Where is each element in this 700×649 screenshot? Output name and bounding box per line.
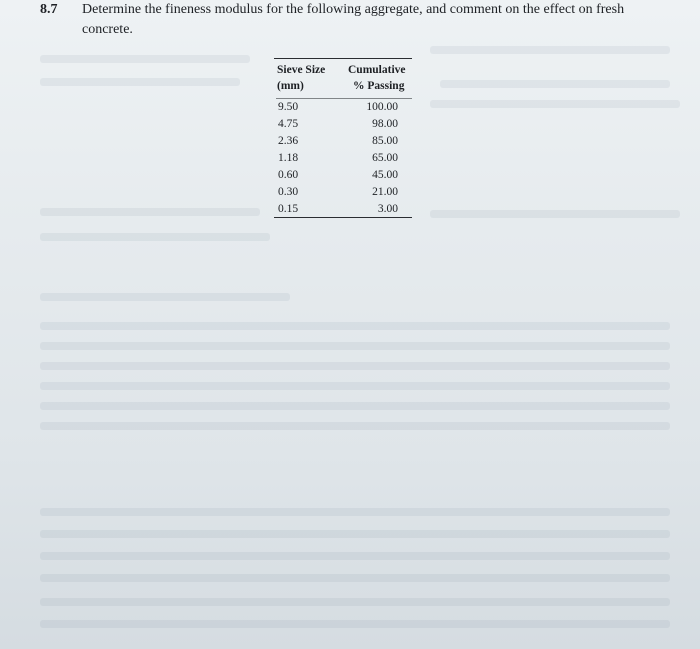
header-percent-passing: % Passing: [353, 80, 405, 92]
sieve-size-cell: 2.36: [278, 135, 299, 147]
header-sieve-unit: (mm): [277, 80, 304, 92]
table-bottom-rule: [274, 217, 412, 218]
sieve-size-cell: 1.18: [278, 152, 299, 164]
sieve-size-cell: 0.30: [278, 186, 299, 198]
header-cumulative: Cumulative: [348, 64, 406, 76]
sieve-size-cell: 0.15: [278, 203, 299, 215]
sieve-size-cell: 4.75: [278, 118, 299, 130]
problem-number: 8.7: [40, 2, 58, 17]
percent-passing-cell: 85.00: [372, 135, 398, 147]
header-sieve-size: Sieve Size: [277, 64, 326, 76]
sieve-size-cell: 9.50: [278, 101, 299, 113]
percent-passing-cell: 3.00: [377, 203, 398, 215]
problem-text: Determine the fineness modulus for the following aggregate, and comment on the effect on fresh concrete.: [82, 2, 625, 37]
percent-passing-cell: 45.00: [372, 169, 398, 181]
percent-passing-cell: 21.00: [372, 186, 398, 198]
sieve-size-cell: 0.60: [278, 169, 299, 181]
percent-passing-cell: 65.00: [372, 152, 398, 164]
percent-passing-cell: 98.00: [372, 118, 398, 130]
percent-passing-cell: 100.00: [366, 101, 398, 113]
table-top-rule: [274, 58, 412, 59]
